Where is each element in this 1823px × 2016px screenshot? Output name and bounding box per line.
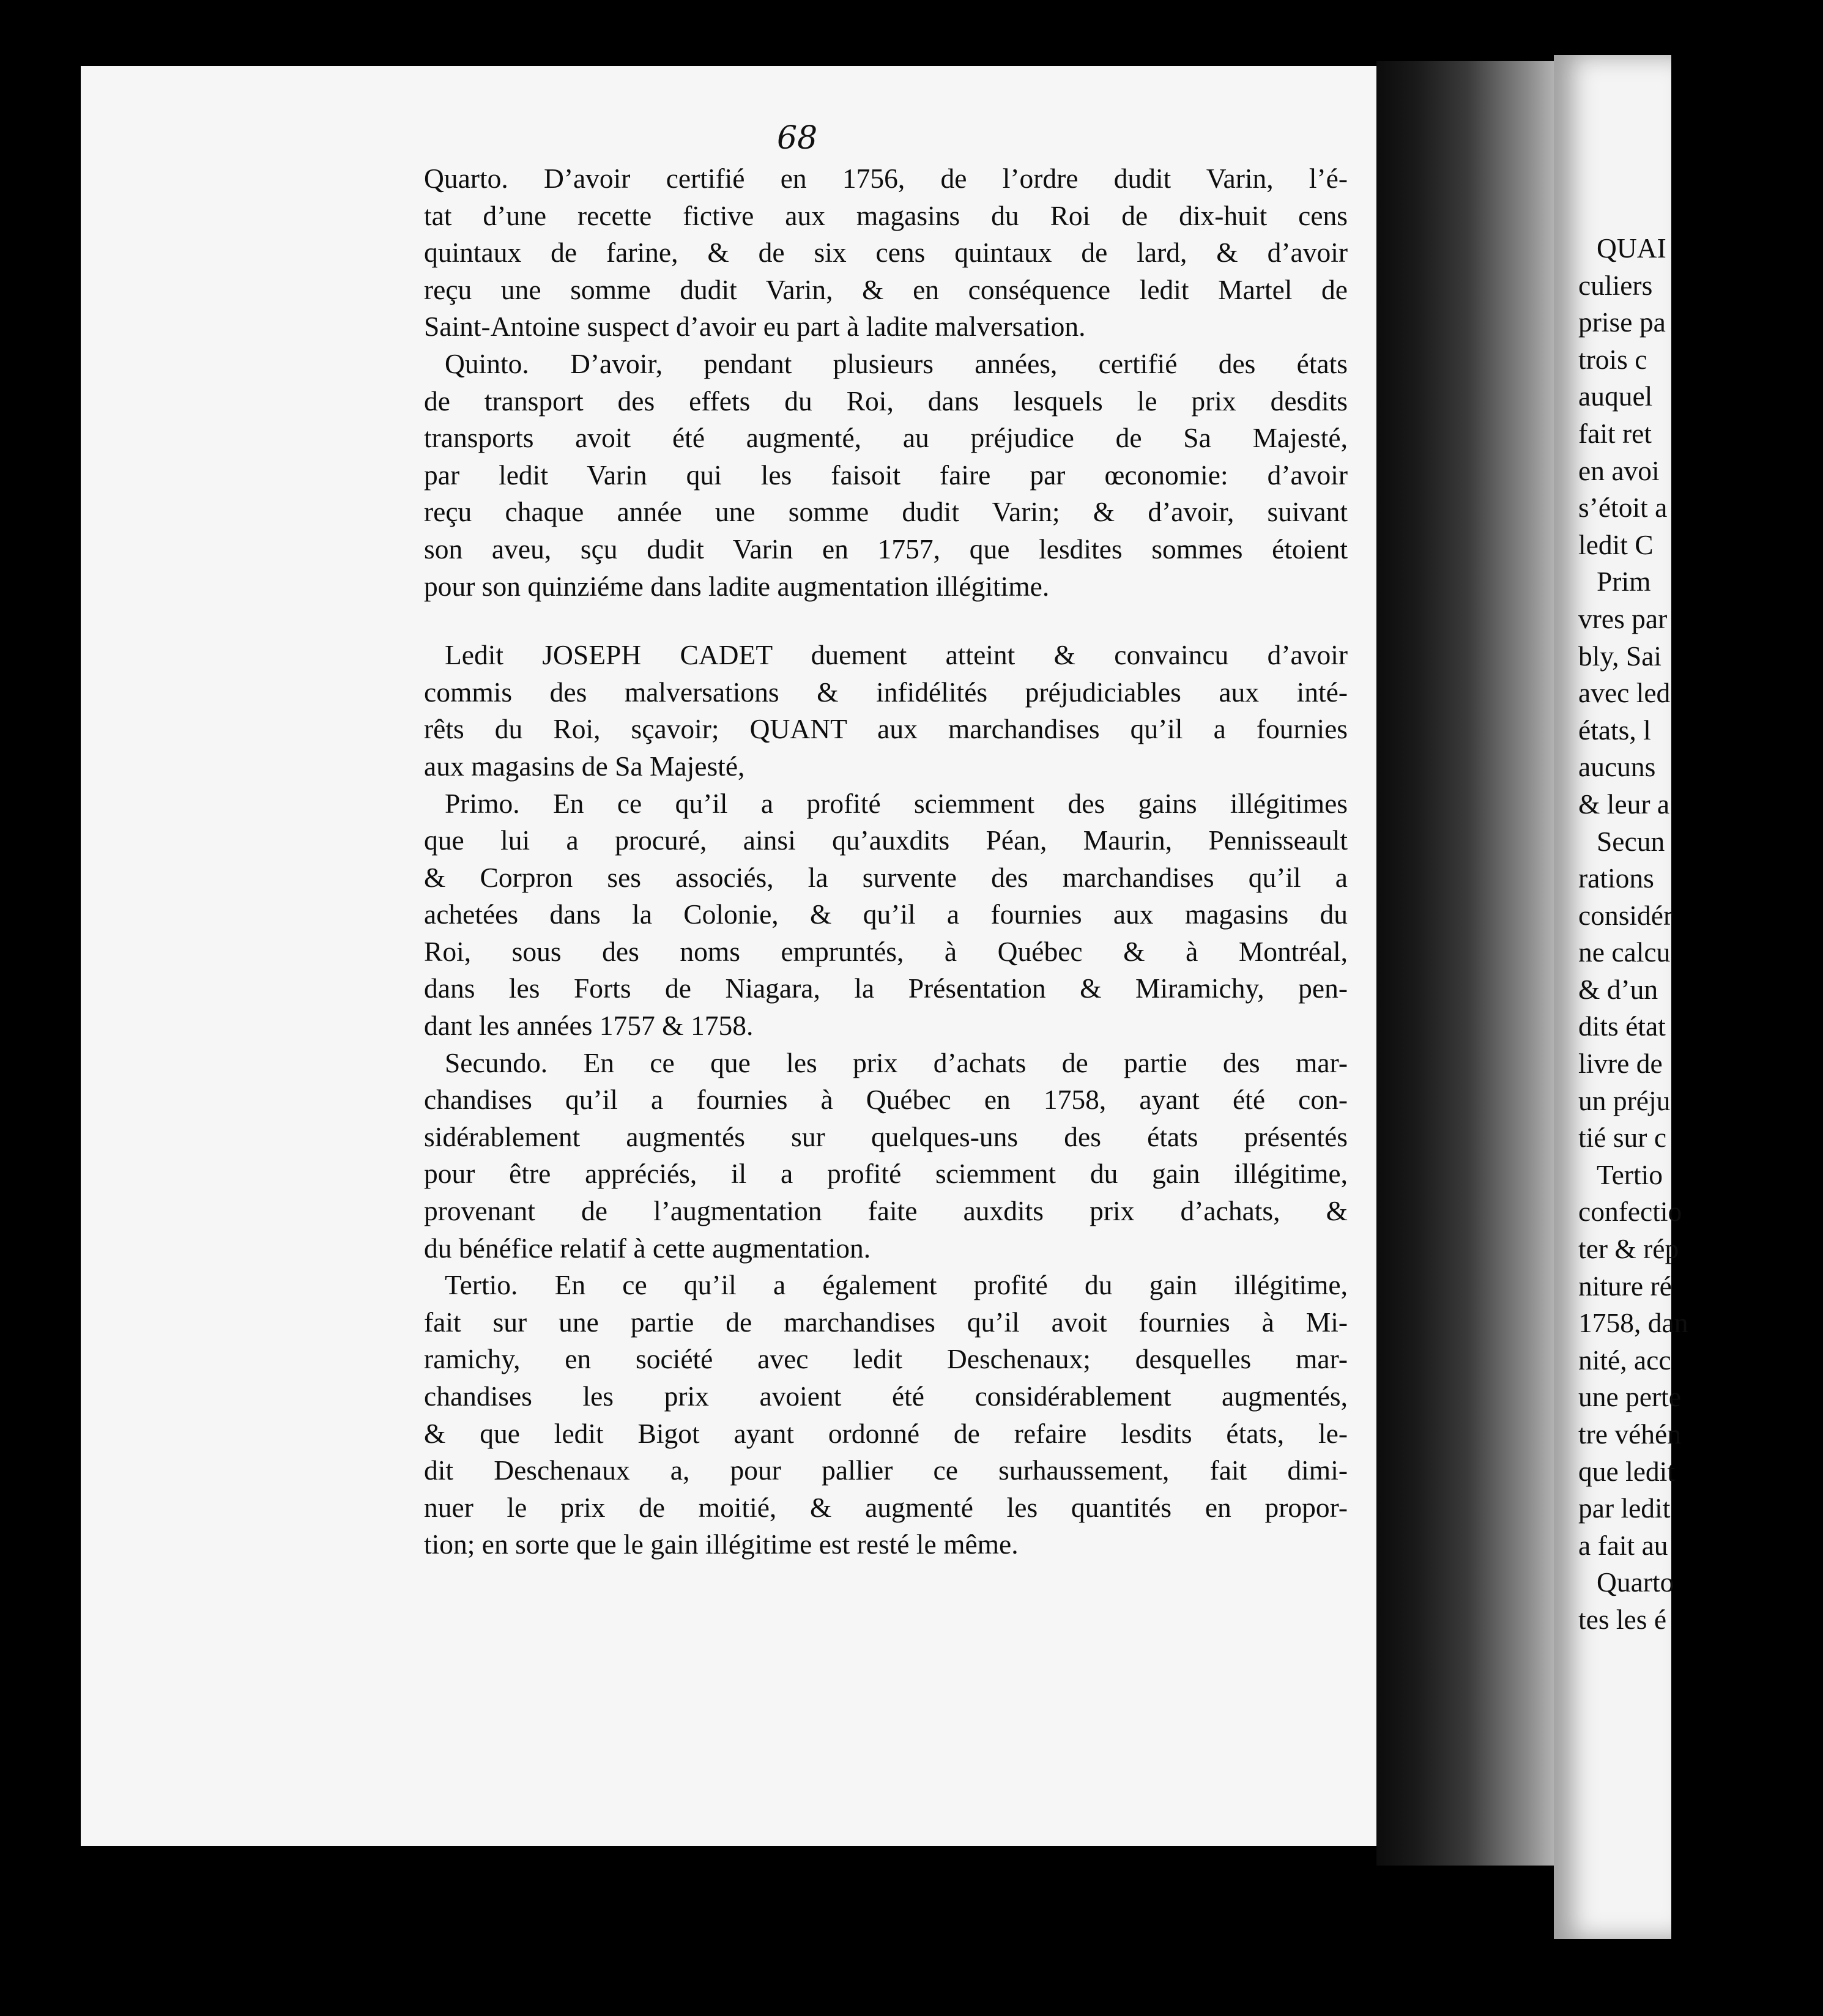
text-line: considér	[1578, 899, 1673, 931]
text-line: que lui a procuré, ainsi qu’auxdits Péan, Maurin, Pennisseault	[424, 825, 1348, 856]
text-line: Secun	[1597, 825, 1665, 857]
text-line: dant les années 1757 & 1758.	[424, 1010, 754, 1042]
text-line: transports avoit été augmenté, au préjudice de Sa Majesté,	[424, 422, 1348, 454]
right-page-text	[1578, 230, 1823, 1639]
text-line: tion; en sorte que le gain illégitime est resté le même.	[424, 1529, 1019, 1560]
left-page-text	[424, 160, 1348, 1563]
text-line: pour son quinziéme dans ladite augmentation illégitime.	[424, 570, 1050, 602]
text-line: provenant de l’augmentation faite auxdits prix d’achats, &	[424, 1195, 1348, 1227]
text-line: tes les é	[1578, 1603, 1667, 1635]
text-line: Roi, sous des noms empruntés, à Québec & à Montréal,	[424, 935, 1348, 967]
text-line: livre de	[1578, 1048, 1663, 1080]
text-line: confectio	[1578, 1196, 1682, 1228]
text-line: Tertio	[1597, 1158, 1663, 1190]
text-line: par ledit Varin qui les faisoit faire par œconomie: d’avoir	[424, 459, 1348, 491]
text-line: trois c	[1578, 343, 1647, 375]
text-line: avec led	[1578, 677, 1671, 709]
text-line: dans les Forts de Niagara, la Présentation & Miramichy, pen-	[424, 973, 1348, 1004]
text-line: sidérablement augmentés sur quelques-uns des états présentés	[424, 1121, 1348, 1152]
text-line: de transport des effets du Roi, dans lesquels le prix desdits	[424, 385, 1348, 417]
text-line: Ledit JOSEPH CADET duement atteint & convaincu d’avoir	[445, 639, 1348, 671]
text-line: reçu une somme dudit Varin, & en conséquence ledit Martel de	[424, 273, 1348, 305]
text-line: chandises qu’il a fournies à Québec en 1758, ayant été con-	[424, 1084, 1348, 1116]
text-line: reçu chaque année une somme dudit Varin; & d’avoir, suivant	[424, 496, 1348, 528]
text-line: son aveu, sçu dudit Varin en 1757, que lesdites sommes étoient	[424, 533, 1348, 565]
text-line: une perte	[1578, 1381, 1682, 1413]
page-number: 68	[777, 120, 818, 157]
text-line: 1758, dan	[1578, 1307, 1688, 1339]
text-line: prise pa	[1578, 306, 1666, 338]
text-line: ne calcu	[1578, 936, 1671, 968]
text-line: culiers	[1578, 269, 1653, 301]
text-line: Tertio. En ce qu’il a également profité du gain illégitime,	[445, 1269, 1348, 1301]
text-line: rêts du Roi, sçavoir; QUANT aux marchandises qu’il a fournies	[424, 713, 1348, 745]
text-line: dits état	[1578, 1010, 1666, 1042]
text-line: Quarto. D’avoir certifié en 1756, de l’ordre dudit Varin, l’é-	[424, 163, 1348, 194]
text-line: & d’un	[1578, 973, 1658, 1005]
text-line: ramichy, en société avec ledit Deschenaux; desquelles mar-	[424, 1343, 1348, 1375]
text-line: nuer le prix de moitié, & augmenté les quantités en propor-	[424, 1491, 1348, 1523]
text-line: niture ré	[1578, 1270, 1672, 1302]
text-line: fait sur une partie de marchandises qu’il avoit fournies à Mi-	[424, 1306, 1348, 1338]
text-line: tat d’une recette fictive aux magasins du Roi de dix-huit cens	[424, 199, 1348, 231]
text-line: achetées dans la Colonie, & qu’il a fournies aux magasins du	[424, 899, 1348, 930]
text-line: tié sur c	[1578, 1122, 1667, 1154]
text-line: pour être appréciés, il a profité sciemment du gain illégitime,	[424, 1158, 1348, 1190]
paragraph-gap	[424, 605, 1348, 637]
text-line: rations	[1578, 862, 1654, 894]
text-line: quintaux de farine, & de six cens quintaux de lard, & d’avoir	[424, 237, 1348, 269]
text-line: & leur a	[1578, 788, 1670, 820]
text-line: états, l	[1578, 714, 1651, 746]
text-line: ter & rép	[1578, 1233, 1679, 1265]
text-line: dit Deschenaux a, pour pallier ce surhaussement, fait dimi-	[424, 1455, 1348, 1486]
text-line: en avoi	[1578, 454, 1660, 486]
text-line: Quinto. D’avoir, pendant plusieurs années, certifié des états	[445, 347, 1348, 379]
text-line: que ledit	[1578, 1455, 1675, 1487]
text-line: Prim	[1597, 566, 1651, 598]
book-gutter-shadow	[1376, 61, 1578, 1866]
text-line: fait ret	[1578, 417, 1652, 449]
text-line: auquel	[1578, 380, 1653, 412]
text-line: ledit C	[1578, 528, 1654, 560]
text-line: aucuns	[1578, 751, 1656, 783]
text-line: s’étoit a	[1578, 492, 1668, 524]
text-line: vres par	[1578, 602, 1668, 634]
text-line: par ledit	[1578, 1492, 1671, 1524]
text-line: un préju	[1578, 1084, 1671, 1116]
text-line: a fait au	[1578, 1529, 1668, 1561]
text-line: Quarto	[1597, 1566, 1674, 1598]
text-line: chandises les prix avoient été considérablement augmentés,	[424, 1380, 1348, 1412]
text-line: bly, Sai	[1578, 640, 1662, 672]
text-line: aux magasins de Sa Majesté,	[424, 750, 745, 782]
text-line: Primo. En ce qu’il a profité sciemment des gains illégitimes	[445, 787, 1348, 819]
text-line: Saint-Antoine suspect d’avoir eu part à ladite malversation.	[424, 311, 1086, 343]
text-line: commis des malversations & infidélités préjudiciables aux inté-	[424, 676, 1348, 708]
text-line: & que ledit Bigot ayant ordonné de refaire lesdits états, le-	[424, 1417, 1348, 1449]
text-line: tre véhén	[1578, 1418, 1682, 1450]
text-line: & Corpron ses associés, la survente des marchandises qu’il a	[424, 861, 1348, 893]
text-line: QUAI	[1597, 232, 1666, 264]
text-line: du bénéfice relatif à cette augmentation.	[424, 1232, 871, 1264]
text-line: Secundo. En ce que les prix d’achats de partie des mar-	[445, 1047, 1348, 1078]
text-line: nité, acc	[1578, 1344, 1671, 1376]
